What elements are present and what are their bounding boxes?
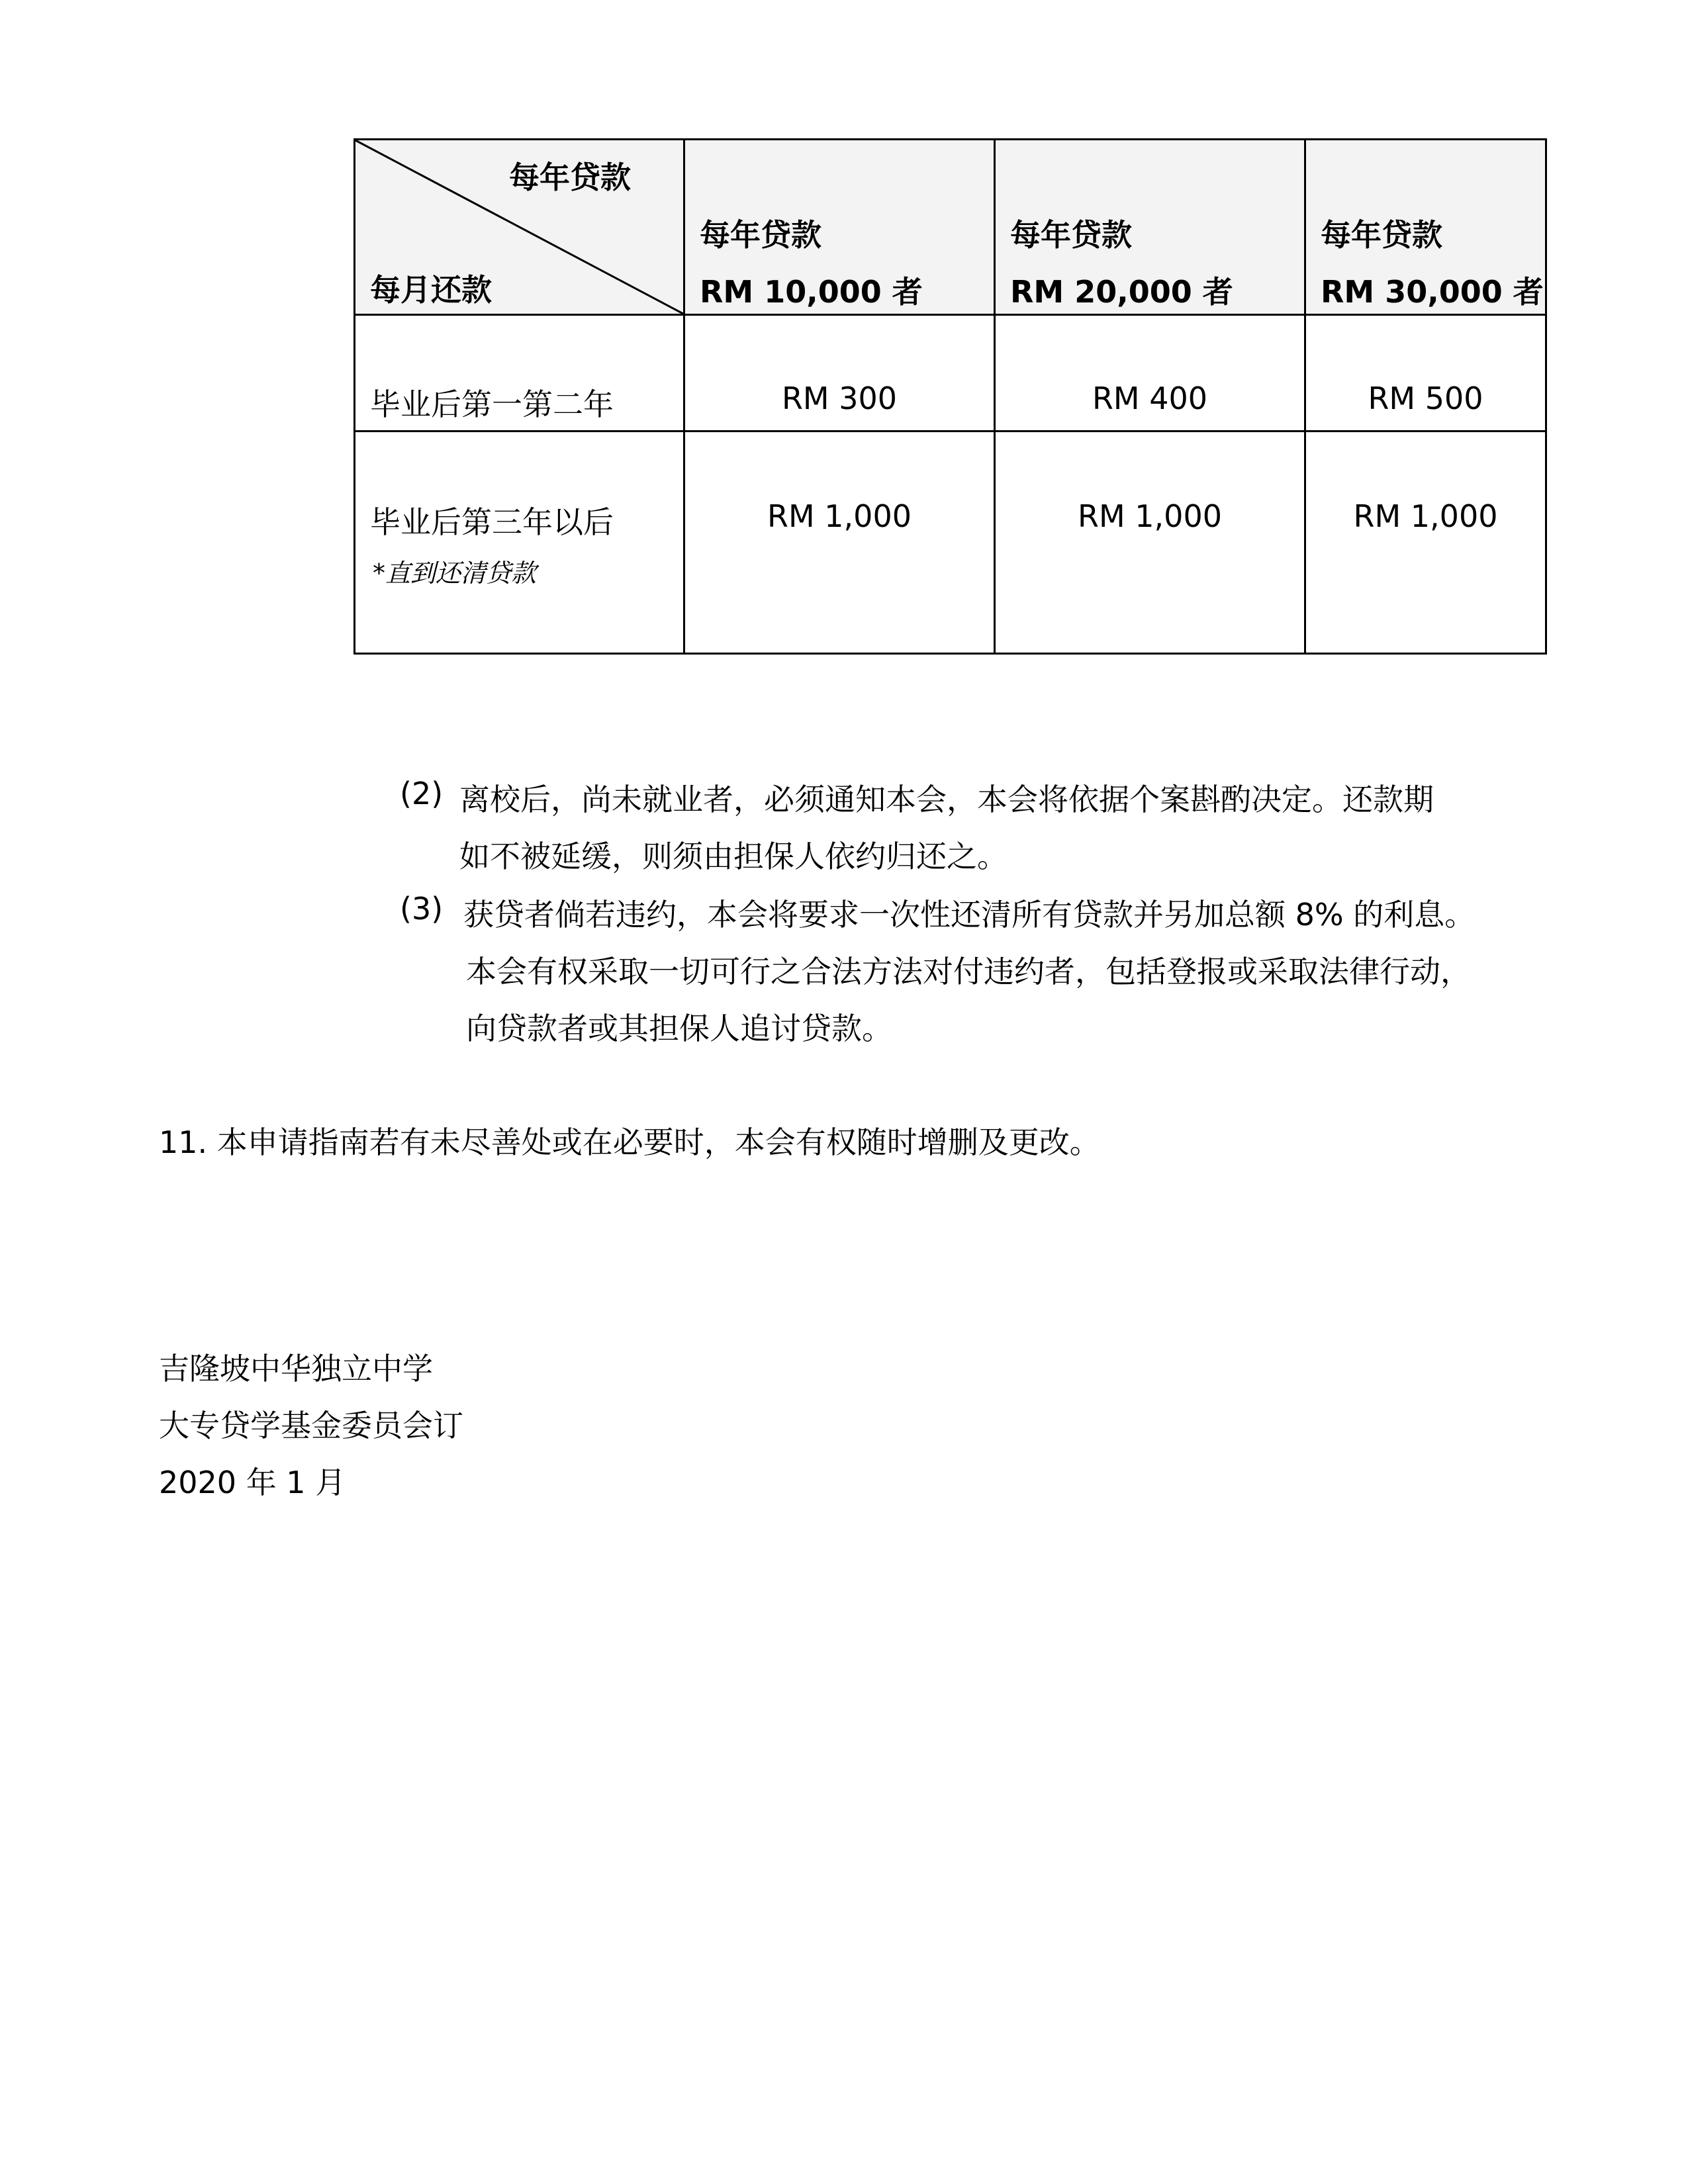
repayment-amount: RM 400	[1092, 381, 1208, 416]
table-cell	[684, 432, 995, 654]
signature-committee: 大专贷学基金委员会订	[159, 1408, 463, 1443]
column-header	[684, 140, 995, 315]
table-cell	[995, 315, 1305, 432]
clause-line: 本会有权采取一切可行之合法方法对付违约者，包括登报或采取法律行动，	[466, 954, 1471, 989]
table-cell	[1305, 432, 1546, 654]
column-header-line1: 每年贷款	[1010, 217, 1132, 253]
column-header-line2: RM 10,000 者	[700, 274, 923, 310]
table-row	[355, 432, 1546, 654]
table-corner-cell	[355, 140, 684, 315]
row-label: 毕业后第一第二年	[370, 387, 614, 422]
clause-number: (2)	[400, 776, 444, 811]
repayment-table	[353, 138, 1547, 655]
item-11-text: 11. 本申请指南若有未尽善处或在必要时，本会有权随时增删及更改。	[159, 1124, 1100, 1160]
clause-line: 向贷款者或其担保人追讨贷款。	[466, 1011, 892, 1046]
repayment-amount: RM 1,000	[767, 498, 912, 534]
repayment-amount: RM 500	[1368, 381, 1483, 416]
column-header-line2: RM 20,000 者	[1010, 274, 1233, 310]
corner-label-loan: 每年贷款	[509, 159, 631, 195]
column-header-line2: RM 30,000 者	[1321, 274, 1544, 310]
corner-label-repayment: 每月还款	[370, 272, 492, 308]
repayment-amount: RM 1,000	[1353, 498, 1498, 534]
column-header-line1: 每年贷款	[1321, 217, 1442, 253]
clause-line: 获贷者倘若违约，本会将要求一次性还清所有贷款并另加总额 8% 的利息。	[463, 897, 1476, 933]
table-cell	[995, 432, 1305, 654]
table-cell	[1305, 315, 1546, 432]
column-header-line1: 每年贷款	[700, 217, 821, 253]
table-header-row	[355, 140, 1546, 315]
table-row	[355, 315, 1546, 432]
column-header	[995, 140, 1305, 315]
repayment-amount: RM 1,000	[1078, 498, 1222, 534]
signature-date: 2020 年 1 月	[159, 1465, 346, 1500]
repayment-amount: RM 300	[781, 381, 898, 416]
column-header	[1305, 140, 1546, 315]
row-note: *直到还清贷款	[373, 559, 537, 588]
row-label-cell	[355, 315, 684, 432]
table-cell	[684, 315, 995, 432]
clause-number: (3)	[400, 891, 444, 927]
signature-org: 吉隆坡中华独立中学	[159, 1351, 433, 1387]
clause-line: 离校后，尚未就业者，必须通知本会，本会将依据个案斟酌决定。还款期	[459, 782, 1434, 817]
row-label: 毕业后第三年以后	[370, 504, 614, 540]
row-label-cell	[355, 432, 684, 654]
clause-line: 如不被延缓，则须由担保人依约归还之。	[459, 839, 1008, 874]
